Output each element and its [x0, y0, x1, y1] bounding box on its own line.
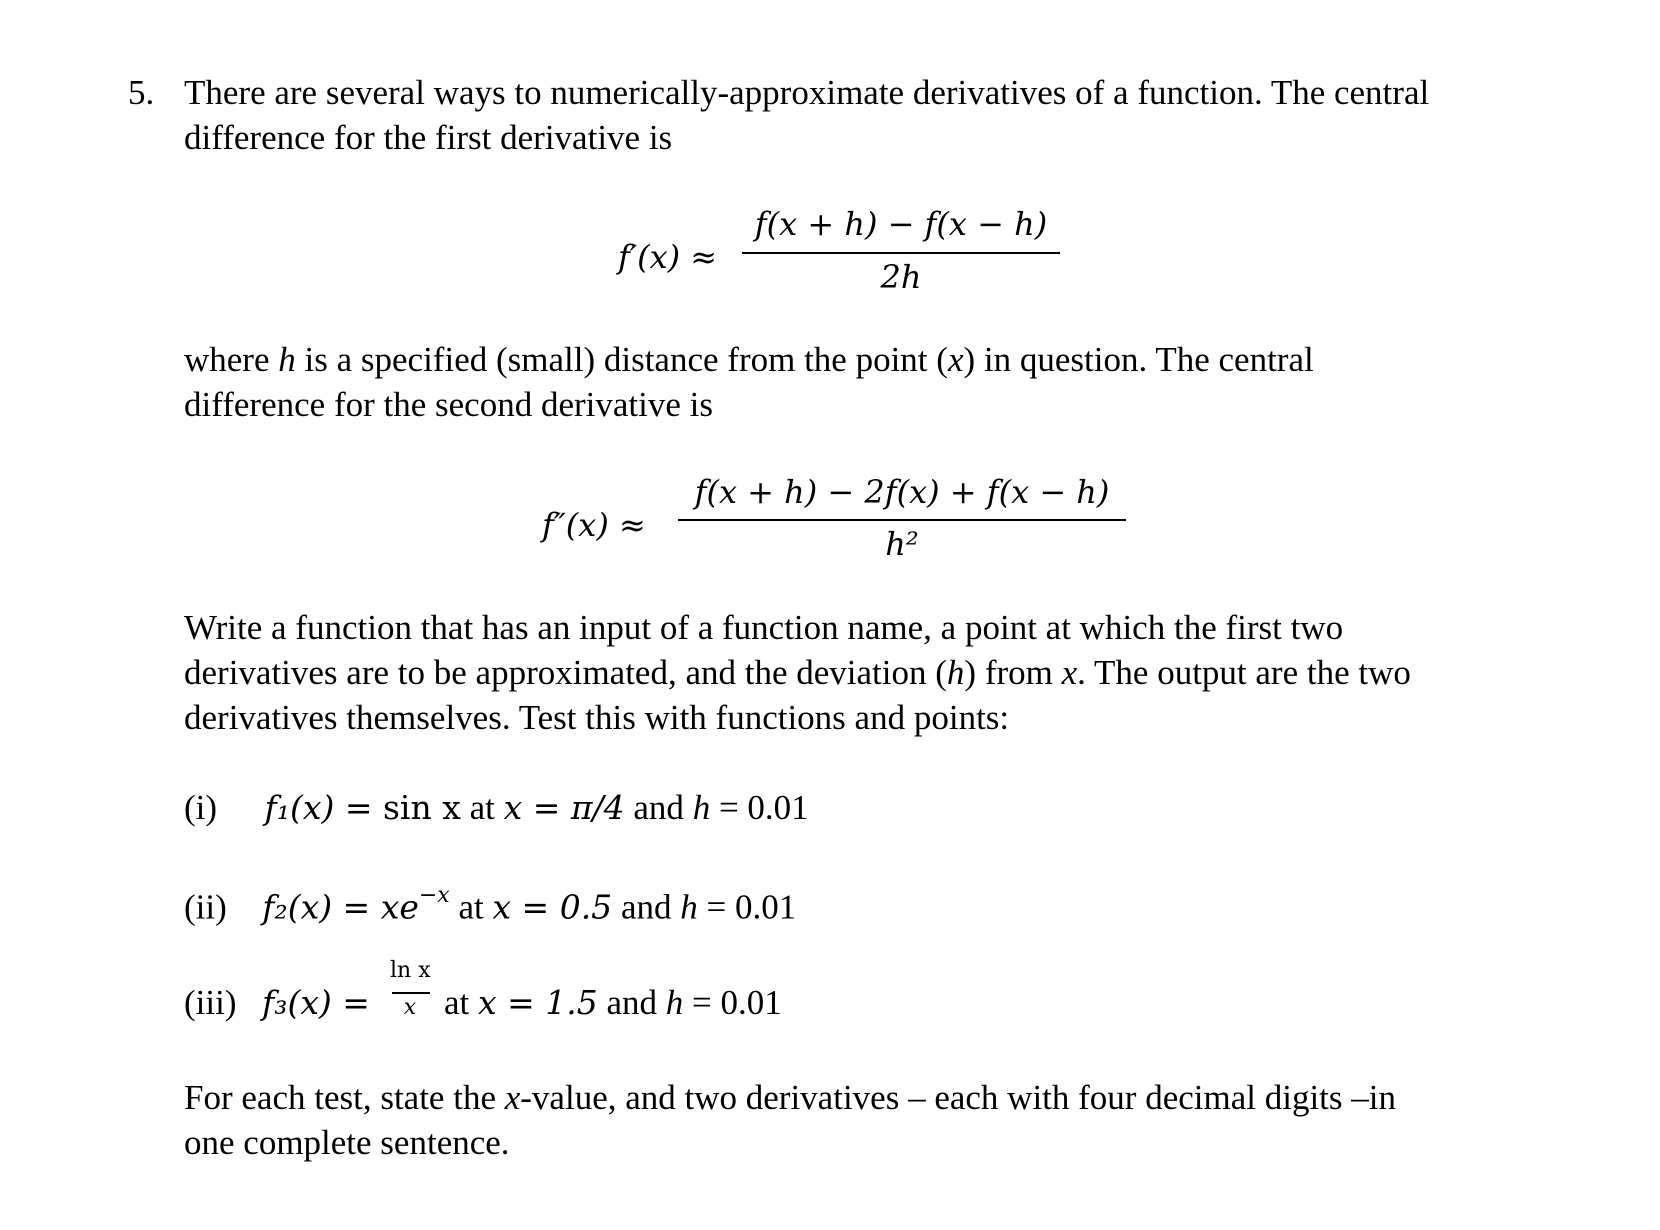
test-point: x = π/4 [503, 788, 625, 827]
eq2-numerator: f(x + h) − 2f(x) + f(x − h) [694, 473, 1110, 511]
eq1-denominator: 2h [880, 258, 922, 296]
problem-number: 5. [128, 73, 155, 112]
test-h-value: = 0.01 [697, 887, 797, 927]
test-point: x = 1.5 [478, 983, 598, 1022]
test-expression: sin x [382, 788, 461, 827]
final-line-2: one complete sentence. [184, 1123, 510, 1162]
test-exponent: −x [418, 883, 450, 908]
para3-line-3: derivatives themselves. Test this with functions and points: [184, 698, 1010, 737]
eq1-numerator: f(x + h) − f(x − h) [754, 205, 1048, 243]
para3-line-2: derivatives are to be approximated, and the deviation (h) from x. The output are the two [184, 653, 1411, 692]
test3-denominator: x [403, 995, 417, 1020]
test-label-3: (iii) [184, 983, 237, 1022]
test-h-value: = 0.01 [710, 788, 809, 827]
test-h-value: = 0.01 [683, 983, 782, 1022]
test-item-1: (i) f₁(x) = sin x at x = π/4 and h = 0.01 [184, 788, 809, 827]
para3-line-1: Write a function that has an input of a function name, a point at which the first two [184, 608, 1344, 647]
test-label: (ii) [184, 887, 227, 927]
test-function-3: f₃(x) = [262, 983, 370, 1022]
para2-line-2: difference for the second derivative is [184, 385, 713, 424]
test-function: f₂(x) = [262, 887, 381, 927]
test-item-2: (ii) $f_2(x) = xe^{-x}$ at x = 0.5 and h = 0.01 [184, 883, 797, 927]
eq1-fraction-bar [742, 252, 1060, 254]
test3-fraction-bar [392, 992, 430, 994]
test-expression: xe [380, 887, 419, 927]
test-label: (i) [184, 788, 218, 827]
final-line-1: For each test, state the x-value, and two derivatives – each with four decimal digits –in [184, 1078, 1396, 1117]
eq2-lhs: f″(x) ≈ [542, 506, 646, 544]
para2-line-1: where h is a specified (small) distance from the point (x) in question. The central [184, 340, 1314, 379]
test-point: x = 0.5 [492, 887, 613, 927]
test-item-3-tail: at x = 1.5 and h = 0.01 [444, 983, 782, 1022]
intro-line-2: difference for the first derivative is [184, 118, 673, 157]
test3-numerator: ln x [390, 958, 431, 983]
test-function: f₁(x) = [264, 788, 383, 827]
eq2-fraction-bar [678, 519, 1126, 521]
eq2-denominator: h² [885, 525, 919, 563]
intro-line-1: There are several ways to numerically-approximate derivatives of a function. The central [184, 73, 1430, 112]
eq1-lhs: f′(x) ≈ [618, 238, 718, 276]
